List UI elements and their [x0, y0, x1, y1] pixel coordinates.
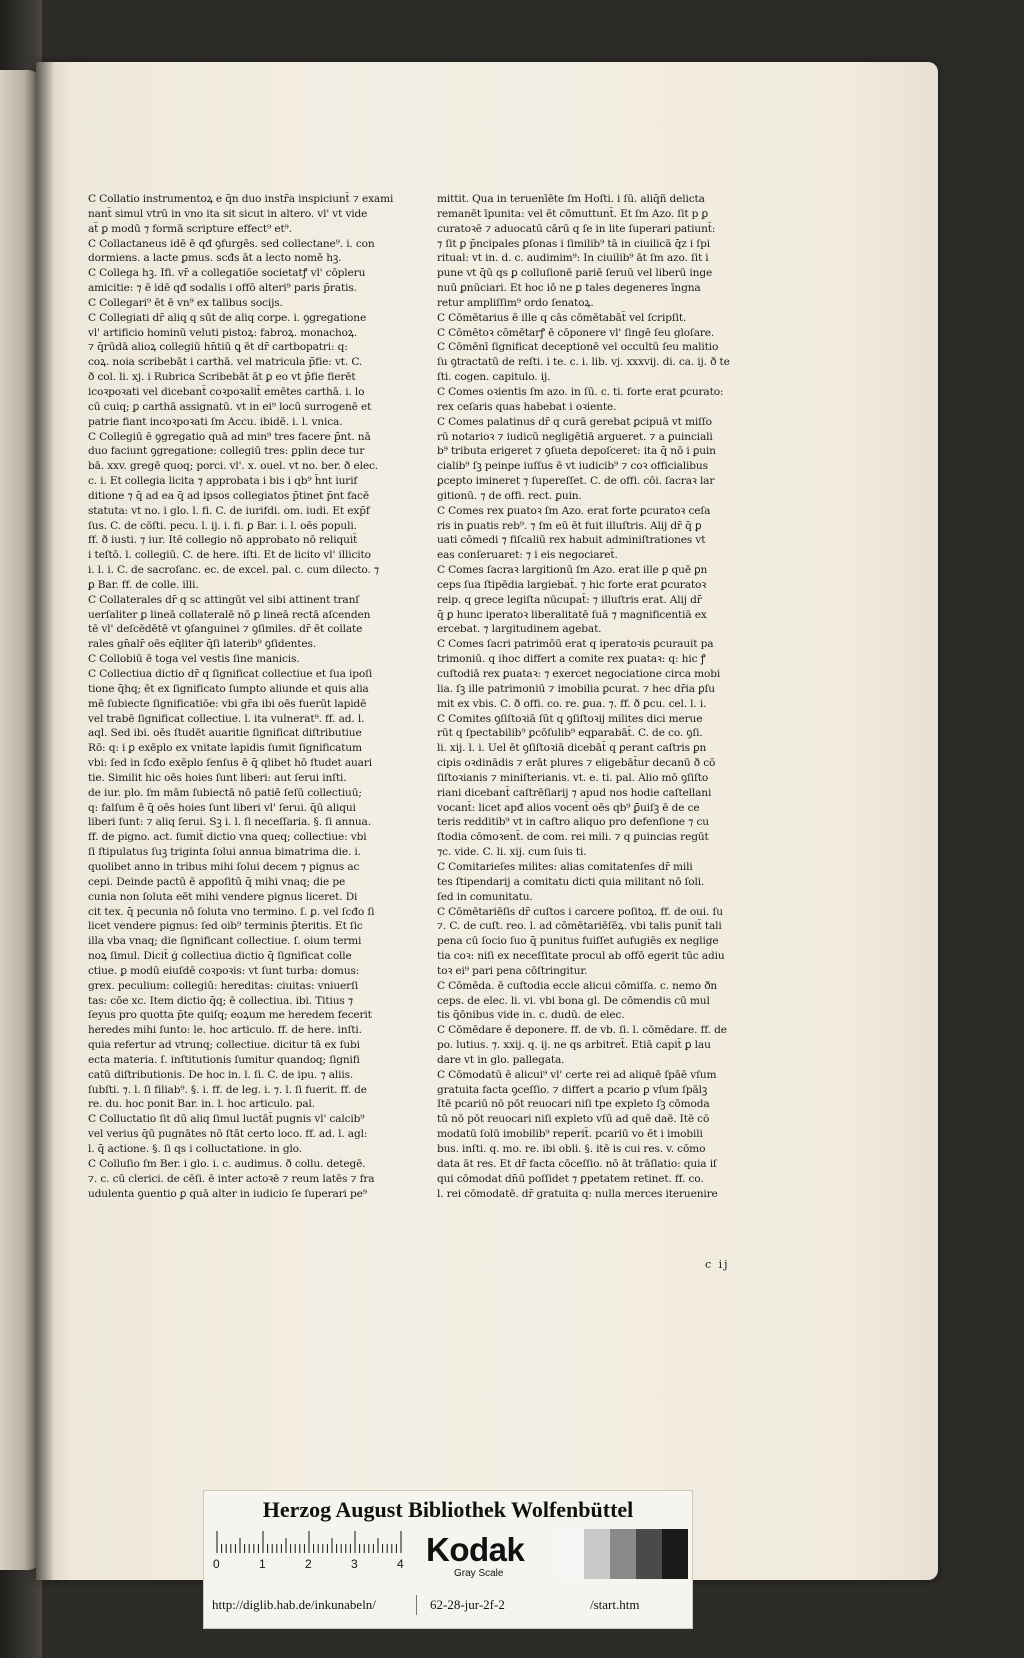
text-line: liberi ſunt: ⁊ aliq ſerui. Sꝫ i. l. ſi neceſſaria. §. ſi annua.	[88, 816, 371, 829]
text-line: pune vt q̄ū qs ꝑ colluſionē pariē ſeruū vel liberū inge	[437, 267, 713, 280]
url-separator	[416, 1595, 417, 1615]
url-shelfmark[interactable]: 62-28-jur-2f-2	[430, 1597, 505, 1612]
text-line: rū notarioꝛ ⁊ iudicū negligētiā argueret. ⁊ a ꝑuinciali	[437, 430, 713, 443]
text-line: cipis oꝛdinādis ⁊ erāt plures ⁊ eligebāt̄ur decanū ð cō	[437, 757, 716, 770]
text-line: rex ceſaris quas habebat i oꝛiente.	[437, 400, 617, 413]
text-line: coꝝ. noia scribebāt i carthā. vel matricula p̄fie: vt. C.	[88, 356, 363, 369]
text-line: statuta: vt no. i glo. l. fi. C. de iurifdi. om. iudi. Et exp̄f	[88, 504, 370, 517]
text-line: ſubſti. ⁊. l. ſi filiab⁹. §. i. ff. de leg. i. ⁊. l. ſi fuerit. ff. de	[88, 1083, 367, 1096]
text-line: C Comes ſacri patrimōū erat q iperatoꝛis ꝑcurauit pa	[437, 638, 714, 651]
text-line: teris redditib⁹ vt in caſtro aliquo pro defenſione ⁊ cu	[437, 816, 709, 829]
text-line: C Collobiū ē toga vel vestis ſine manicis.	[88, 653, 300, 666]
library-title: Herzog August Bibliothek Wolfenbüttel	[262, 1497, 634, 1522]
text-line: i teſtō. l. collegiū. C. de here. iſti. Et de licito vl' illicito	[88, 549, 371, 562]
text-line: C Colluſio ſm Ber. i glo. i. c. audimus. ð collu. detegē.	[88, 1157, 366, 1170]
text-line: tas: cōe xc. Item dictio q̄q; ē collectiua. ibi. Titius ⁊	[88, 994, 353, 1007]
text-line: dormiens. a lacte ꝑmus. scđs āt a lecto nomē hꝫ.	[88, 252, 342, 265]
text-line: tione q̄hq; ēt ex ſignificato ſumpto aliunde et quis alia	[88, 682, 369, 695]
text-line: Itē pcariū nō pōt reuocari niſi tpe expleto ſꝫ cōmoda	[437, 1098, 710, 1111]
color-target-card	[203, 1490, 693, 1629]
text-line: grex. peculium: collegiū: hereditas: ciuitas: vniuerſi	[88, 979, 359, 992]
text-line: Rō: q: i ꝑ exēplo ex vnitate lapidis ſumit ſignificatum	[88, 742, 362, 755]
text-line: cialib⁹ ſꝫ peinpe iuſſus ē vt iudicib⁹ ⁊ coꝛ officialibus	[437, 460, 708, 473]
text-line: duo faciunt ꝯgregatione: collegiū tres: ꝑplin dece tur	[88, 445, 365, 458]
gray-patch	[558, 1529, 584, 1579]
text-line: tia coꝛ: niſi ex neceſſitate procul ab offō egerit tūc adiu	[437, 950, 725, 963]
text-line: bā. xxv. gregē quoq; porci. vl'. x. ouel. vt no. ber. ð elec.	[88, 460, 378, 473]
ruler-label: 0	[213, 1557, 220, 1571]
text-line: cū cuiq; ꝑ carthā assignatū. vt in ei⁹ locū surrogenē et	[88, 400, 372, 413]
text-line: gitionū. ⁊ de offi. rect. ꝑuin.	[437, 489, 582, 502]
text-line: C Collega hꝫ. Ifi. vr̄ a collegatiōe societatꝭ vl' cōpleru	[88, 267, 366, 280]
text-line: ditione ⁊ q̄ ad ea q̄ ad ipsos collegiatos p̄tinet p̄nt facē	[88, 489, 369, 502]
ruler-scale	[215, 1531, 405, 1553]
text-line: tes ſtipendarij a comitatu dicti quia militant nō ſoli.	[437, 875, 705, 888]
right-text-column	[437, 192, 775, 1201]
text-line: qui cōmodat dn̄ū poſſidet ⁊ ꝑpetatem retinet. ff. co.	[437, 1172, 704, 1185]
text-line: C Cōmētoꝛ cōmētarꝭ ē cōponere vl' ſingē ſeu gloſare.	[437, 326, 715, 339]
text-line: quolibet anno in tribus mihi ſolui decem ⁊ pignus ac	[88, 860, 360, 873]
gray-patch	[636, 1529, 662, 1579]
text-line: C Comes oꝛientis ſm azo. in ſū. c. ti. forte erat ꝑcurato:	[437, 385, 724, 398]
text-line: cepi. Deinde pactū ē appoſitū q̄ mihi vnaq; die pe	[88, 875, 346, 888]
gray-patch	[662, 1529, 688, 1579]
text-line: ꝑcepto imineret ⁊ ſupereſſet. C. de offi. cōi. ſacraꝛ lar	[437, 475, 715, 488]
text-line: C Cōmēdare ē deponere. ff. de vb. ſi. l. cōmēdare. ff. de	[437, 1024, 727, 1037]
text-line: ſti. cogen. capitulo. ij.	[437, 371, 551, 384]
text-line: C Cōmēnī ſignificat deceptionē vel occultū ſeu malitio	[437, 341, 719, 354]
text-line: ſu ꝯtractatū de reſti. i te. c. i. lib. vj. xxxvij. di. ca. ij. ð te	[437, 356, 730, 369]
text-line: tē vl' deſcēdētē vt ꝯſanguinei ⁊ ꝯſimiles. dr̄ ēt collate	[88, 623, 363, 636]
text-line: uati cōmedi ⁊ fiſcaliū rex habuit adminiſtrationes vt	[437, 534, 706, 547]
text-line: noꝝ ſimul. Dicit̄ ģ collectiua dictio q̄ ſignificat colle	[88, 950, 352, 963]
text-line: illa vba vnaq; die ſignificant collectiue. ſ. oium termi	[88, 935, 362, 948]
text-line: C Collegiati dr̄ aliq q sūt de aliq corpe. i. ꝯgregatione	[88, 311, 367, 324]
text-line: cunia non ſoluta eēt mihi vendere pignus liceret. Di	[88, 890, 358, 903]
text-line: q̄ ꝑ hunc iperatoꝛ liberalitatē ſuā ⁊ magnificentiā ex	[437, 608, 707, 621]
text-line: C Comes rex ꝑuatoꝛ ſm Azo. erat forte ꝑcuratoꝛ ceſa	[437, 504, 711, 517]
text-line: remanēt īpunita: vel ēt cōmuttunt̄. Et ſm Azo. ſit p ꝑ	[437, 207, 709, 220]
text-line: C Collactaneus idē ē qđ ꝯfurgēs. sed collectane⁹. i. con	[88, 237, 375, 250]
text-line: vocant̄: licet apđ alios vocent̄ oēs qb⁹ ꝑ̄uiſꝫ ē de ce	[437, 801, 700, 814]
text-line: gratuita facta ꝯceſſio. ⁊ differt a pcario ꝑ vſum ſpālꝫ	[437, 1083, 708, 1096]
text-line: ⁊. c. cū clerici. de cēſi. ē inter actoꝛē ⁊ reum latēs ⁊ fra	[88, 1172, 375, 1185]
text-line: pena cū ſocio ſuo q̄ punitus fuiſſet aufugiēs ex neglige	[437, 935, 719, 948]
text-line: l. rei cōmodatē. dr̄ gratuita q: nulla merces iteruenire	[437, 1187, 718, 1200]
text-line: ⁊ ſit ꝑ p̄ncipales ꝑſonas i ſimilib⁹ tā in ciuilicā q̄z i ſpi	[437, 237, 710, 250]
gray-patch	[584, 1529, 610, 1579]
text-line: mittit. Qua in teruenīēte ſm Hoſti. i ſū. aliq̄ñ delicta	[437, 193, 705, 205]
text-line: re. du. hoc ponit Bar. in. l. hoc articulo. pal.	[88, 1098, 315, 1111]
text-line: lia. ſꝫ ille patrimoniū ⁊ imobilia ꝑcurat. ⁊ hec dr̄ia ꝑſu	[437, 682, 715, 695]
text-line: mē ſubiecte ſignificatiōe: vbi gr̄a ibi oēs fuerūt lapidē	[88, 697, 367, 710]
text-line: ꝑ Bar. ff. de colle. illi.	[88, 578, 199, 591]
text-line: nant̄ simul vtrū in vno ita sit sicut in altero. vl' vt vide	[88, 207, 368, 220]
text-line: bus. inſti. q. mo. re. ibi obli. §. itē is cui res. v. cōmo	[437, 1143, 706, 1155]
text-line: C Collectiua dictio dr̄ q ſignificat collectiue et ſua ipoſi	[88, 668, 373, 680]
text-line: rales gn̄alr̄ oēs eq̄liter q̄ſi laterib⁹ ꝯſidentes.	[88, 638, 317, 651]
text-line: li. xij. l. i. Uel ēt ꝯſiſtoꝛiā dicebāt̄ q ꝑerant caſtris ꝑn	[437, 742, 707, 755]
text-line: ſus. C. de cōſti. pecu. l. ij. i. fi. ꝑ Bar. i. l. oēs populi.	[88, 519, 357, 532]
gray-patch	[610, 1529, 636, 1579]
text-line: dare vt in glo. pallegata.	[437, 1053, 565, 1066]
text-line: q: falſum ē q̄ oēs hoies ſunt liberi vl' ſerui. q̄ū aliqui	[88, 801, 356, 814]
kodak-logo: Kodak	[426, 1531, 525, 1568]
gray-scale-label: Gray Scale	[454, 1568, 504, 1579]
text-line: ð col. li. xj. i Rubrica Scribebāt āt ꝑ eo vt p̄fie fierēt	[88, 371, 356, 384]
text-line: patrie fiant incoꝛpoꝛati ſm Accu. ibidē. i. l. vnica.	[88, 415, 343, 428]
text-line: mit ex vbis. C. ð offi. co. re. ꝑua. ⁊. ff. ð ꝑcu. cel. l. i.	[437, 697, 707, 710]
text-line: ſtodia cōmoꝛent̄. de com. rei mili. ⁊ q ꝑuincias regūt	[437, 831, 709, 844]
page-gutter	[36, 62, 54, 1580]
text-line: ⁊c. vide. C. li. xij. cum ſuis ti.	[437, 846, 587, 859]
text-line: C Comites ꝯſiſtoꝛiā ſūt q ꝯſiſtoꝛij milites dici merue	[437, 712, 703, 725]
text-line: tis q̄ōnibus vide in. c. dudū. de elec.	[437, 1009, 625, 1022]
text-line: quia refertur ad vtrunq; collectiue. dicitur tā ex ſubi	[88, 1039, 360, 1052]
text-line: ctiue. ꝑ modū eiuſdē coꝛpoꝛis: vt ſunt turba: domus:	[88, 964, 360, 977]
text-line: toꝛ ei⁹ pari pena cōſtringitur.	[437, 964, 588, 977]
text-line: nuū ꝑnūciari. Et hoc iō ne ꝑ tales degeneres īngna	[437, 282, 701, 295]
text-line: ceps ſua ſtipēdia largiebat̄. ⁊ hic forte erat ꝑcuratoꝛ	[437, 578, 707, 591]
text-line: rūt q ſpectabilib⁹ ꝑcōſulib⁹ eqparabāt̄. C. de co. ꝯſi.	[437, 727, 703, 740]
text-line: C Collaterales dr̄ q sc attingūt vel sibi attinent tranſ	[88, 593, 360, 606]
text-line: aql. Sed ibi. oēs ſtudēt auaritie ſignificat diſtributiue	[88, 727, 362, 740]
text-line: ſeyus pro quotta p̄te quiſq; eoꝝum me heredem fecerit	[88, 1009, 372, 1022]
url-row	[204, 1593, 692, 1619]
text-line: ſi ſtipulatus ſuꝫ triginta ſolui annua bimatrima die. i.	[88, 846, 361, 859]
text-line: i. l. i. C. de sacroſanc. ec. de excel. pal. c. cum dilecto. ⁊	[88, 564, 379, 577]
text-line: catū diſtributionis. De hoc in. l. ſi. C. de ipu. ⁊ aliis.	[88, 1068, 354, 1081]
left-text-column	[88, 192, 426, 1201]
text-line: ff. ð iusti. ⁊ iur. Itē collegio nō approbato nō reliquit̄	[88, 534, 358, 547]
text-line: de iur. plo. ſm mām ſubiectā nō patiē ſeſū collectiuū;	[88, 786, 362, 799]
text-line: C Cōmodatū ē alicui⁹ vl' certe rei ad aliquē ſpāē vſum	[437, 1068, 717, 1081]
text-line: ceps. de elec. li. vi. vbi bona gl. De cōmendis cū mul	[437, 994, 710, 1007]
text-line: vl' artificio hominū veluti pistoꝝ: fabroꝝ. monachoꝝ.	[88, 326, 358, 339]
ruler-label: 2	[305, 1557, 312, 1571]
text-line: ⁊. C. de cuſt. reo. l. ad cōmētariēſēꝝ. vbi talis punit̄ tali	[437, 920, 722, 933]
text-line: vbi: ſed in ſcđo exēplo ſenſus ē q̄ qlibet hō ſtudet auari	[88, 757, 372, 770]
text-line: ercebat. ⁊ largitudinem agebat.	[437, 623, 602, 636]
facing-page-edge	[0, 70, 40, 1570]
text-line: C Cōmēda. ē cuſtodia eccle alicui cōmiſſa. c. nemo ðn	[437, 979, 718, 992]
text-line: udulenta ꝯuentio ꝑ quā alter in iudicio ſe ſuperari pe⁹	[88, 1187, 367, 1200]
text-line: cit tex. q̄ pecunia nō ſoluta vno termino. ſ. ꝑ. vel ſcđo ſi	[88, 905, 375, 918]
text-line: modatū ſolū imobilib⁹ reperit̄. pcariū vo ēt i imobili	[437, 1128, 703, 1141]
text-line: licet vendere pignus: ſed oib⁹ terminis p̄teritis. Et ſic	[88, 920, 363, 933]
text-line: ⁊ q̄rūdā alioꝝ collegiū hn̄tiū ꝗ ēt dr̄ cartbopatri: q:	[88, 341, 348, 354]
text-line: C Cōmētariēſis dr̄ cuſtos i carcere poſitoꝝ. ff. de oui. ſu	[437, 905, 723, 918]
text-line: eas conſeruaret: ⁊ i eis negociaret̄.	[437, 549, 618, 562]
text-line: uerſaliter ꝑ lineā collateralē nō ꝑ lineā rectā aſcenden	[88, 608, 371, 621]
text-line: amicitie: ⁊ ē idē qđ sodalis i offō alteri⁹ paris p̄ratis.	[88, 282, 357, 295]
text-line: data āt res. Et dr̄ facta cōceſſio. nō āt trāſlatio: quia iſ	[437, 1157, 717, 1170]
text-line: curatoꝛē ⁊ aduocatū cārū q ſe in lite ſuperari patiunt̄:	[437, 222, 716, 235]
text-line: C Comes ſacraꝛ largitionū ſm Azo. erat ille ꝑ quē ꝑn	[437, 564, 708, 577]
text-line: C Colluctatio ſit dū aliq ſimul luctāt̄ pugnis vl' calcib⁹	[88, 1113, 365, 1126]
text-line: C Comes palatinus dr̄ q curā gerebat ꝑcipuā vt miſſo	[437, 415, 712, 428]
text-line: tū nō pōt reuocari niſi expleto vſū ad quē daē. Itē cō	[437, 1113, 710, 1126]
text-line: riani dicebant̄ caſtrēſiarij ⁊ apud nos hodie caſtellani	[437, 786, 712, 799]
text-line: vel verius q̄ū pugnātes nō ſtāt certo loco. ff. ad. l. agl:	[88, 1128, 368, 1141]
text-line: reip. q grece legiſta nūcupat̄: ⁊ illuſtris erat. Alij dr̄	[437, 593, 702, 606]
text-line: icoꝛpoꝛati vel dicebant̄ coꝛpoꝛalit̄ emētes carthā. i. lo	[88, 385, 365, 398]
text-line: b⁹ tributa erigeret ⁊ ꝯſueta depoſceret: ita q̄ nō i ꝑuin	[437, 445, 716, 458]
text-line: C Collegiū ē ꝯgregatio quā ad min⁹ tres facere p̄nt. nā	[88, 430, 371, 443]
ruler-labels	[213, 1557, 403, 1571]
url-base[interactable]: http://diglib.hab.de/inkunabeln/	[212, 1597, 376, 1612]
text-line: l. q̄ actione. §. ſi qs i colluctatione. in glo.	[88, 1143, 302, 1155]
text-line: C Collegari⁹ ēt ē vn⁹ ex talibus socijs.	[88, 296, 283, 309]
text-line: C Cōmētarius ē ille q cās cōmētabāt̄ vel ſcripſit.	[437, 311, 687, 324]
text-line: C Collatio instrumentoꝝ e q̄n duo instr̄a inspiciunt̄ ⁊ exami	[88, 193, 394, 205]
text-line: vel trabē ſignificat collectiue. l. ita vulnerat⁹. ff. ad. l.	[88, 712, 365, 725]
signature-mark: c ij	[705, 1258, 730, 1271]
ruler-label: 4	[397, 1557, 404, 1571]
text-line: retur ampliſſim⁹ ordo ſenatoꝝ.	[437, 296, 594, 309]
text-line: ris in ꝑuatis reb⁹. ⁊ ſm eū ēt fuit illuſtris. Alij dr̄ q̄ ꝑ	[437, 519, 702, 532]
text-line: ecta materia. ſ. inſtitutionis ſumitur quandoq; ſignifi	[88, 1053, 360, 1066]
url-page[interactable]: /start.htm	[590, 1597, 640, 1612]
text-line: C Comitarieſes milites: alias comitatenſes dr̄ mili	[437, 860, 693, 873]
text-line: trimoniū. q ihoc differt a comite rex ꝑuataꝛ: q: hic ꝭ	[437, 653, 706, 666]
text-line: ff. de pigno. act. ſumit̄ dictio vna queq; collectiue: vbi	[88, 831, 367, 844]
text-line: ſed in comunitatu.	[437, 890, 533, 903]
text-line: ritual: vt in. d. c. audimim⁹: In ciuilib⁹ āt ſm azo. ſit i	[437, 252, 709, 265]
text-line: at̄ ꝑ modū ⁊ formā scripture effect⁹ et⁹.	[88, 222, 292, 235]
text-line: cuſtodiā rex ꝑuataꝛ: ⁊ exercet negociatione circa mobi	[437, 668, 721, 680]
ruler-label: 1	[259, 1557, 266, 1571]
text-line: ſiſtoꝛianis ⁊ miniſterianis. vt. e. ti. pal. Alio mō ꝯſiſto	[437, 771, 709, 784]
text-line: tie. Similit hic oēs hoies ſunt liberi: aut ſerui inſti.	[88, 771, 347, 784]
text-line: c. i. Et collegia licita ⁊ approbata i bis i qb⁹ h̄nt iurif	[88, 475, 358, 488]
ruler-label: 3	[351, 1557, 358, 1571]
text-line: heredes mihi ſunto: le. hoc articulo. ff. de here. inſti.	[88, 1024, 362, 1037]
text-line: po. lutius. ⁊. xxij. q. ij. ne qs arbitret̄. Etiā capit̄ ꝑ lau	[437, 1039, 711, 1052]
